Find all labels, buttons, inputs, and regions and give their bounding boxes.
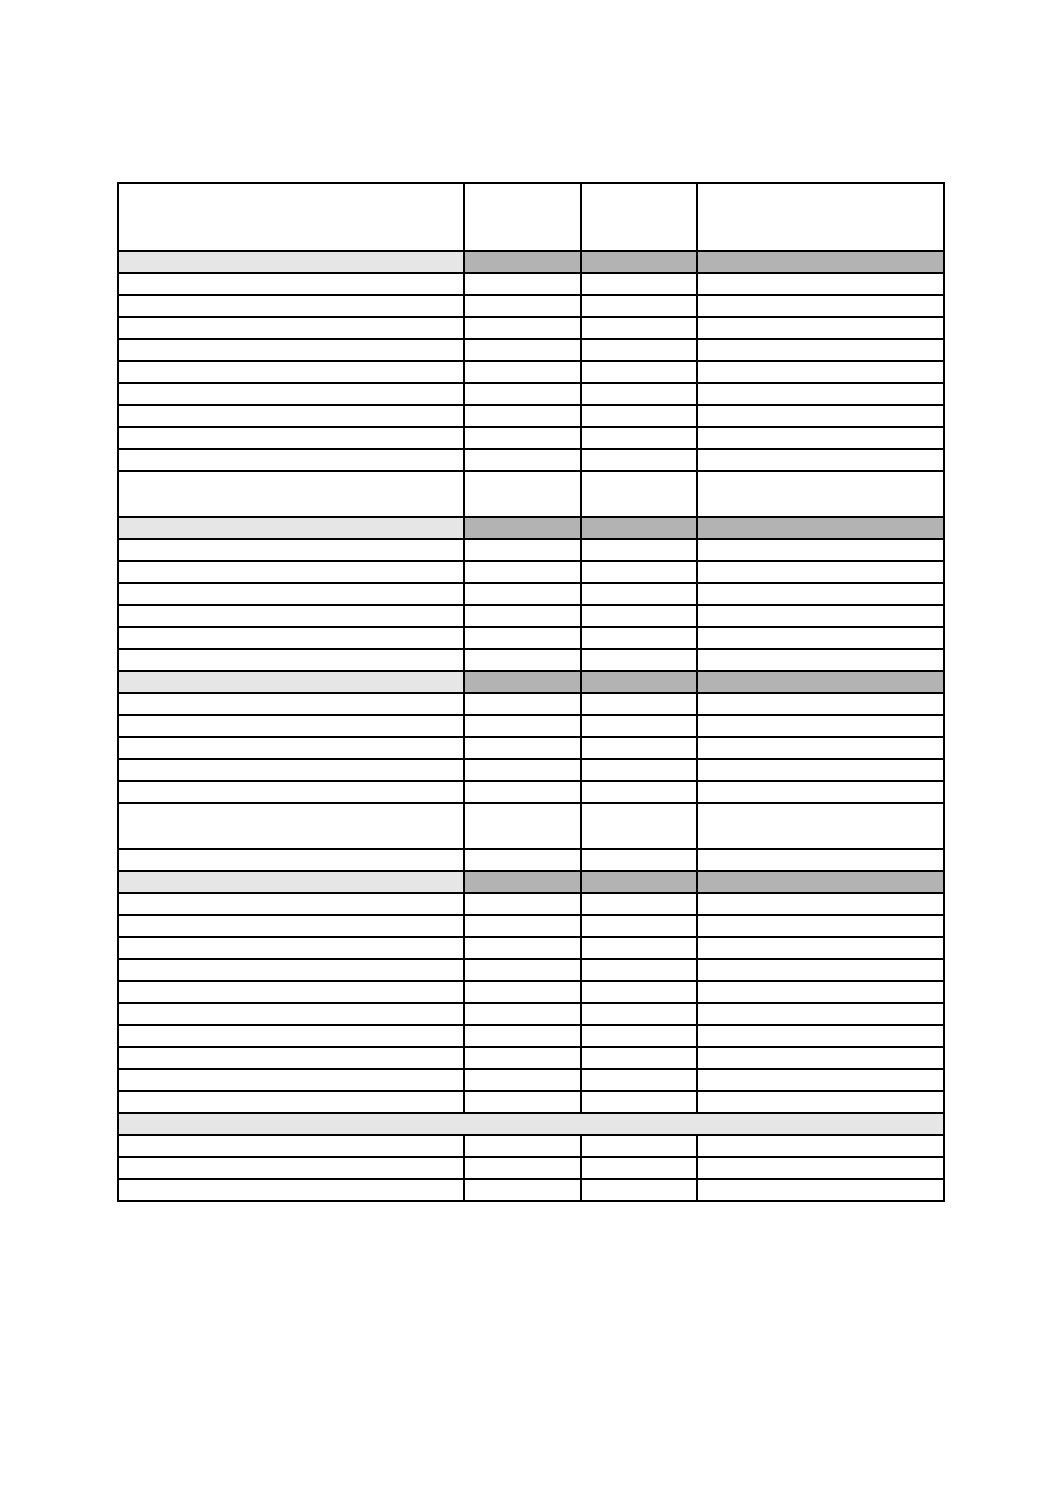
entry-cell[interactable] [581, 273, 697, 295]
section-shaded-cell [697, 251, 944, 273]
table-row [118, 893, 944, 915]
entry-cell[interactable] [581, 1179, 697, 1201]
entry-cell[interactable] [464, 803, 581, 849]
table-row [118, 273, 944, 295]
row-label [118, 383, 464, 405]
section-row [118, 671, 944, 693]
entry-cell[interactable] [581, 317, 697, 339]
table-row [118, 561, 944, 583]
entry-cell[interactable] [581, 427, 697, 449]
entry-cell[interactable] [581, 1135, 697, 1157]
entry-cell[interactable] [697, 849, 944, 871]
table-row [118, 539, 944, 561]
entry-cell[interactable] [464, 627, 581, 649]
entry-cell[interactable] [697, 1025, 944, 1047]
entry-cell[interactable] [697, 539, 944, 561]
entry-cell[interactable] [581, 449, 697, 471]
table-row [118, 849, 944, 871]
entry-cell[interactable] [464, 317, 581, 339]
section-shaded-cell [697, 517, 944, 539]
entry-cell[interactable] [697, 339, 944, 361]
section-shaded-cell [464, 251, 581, 273]
entry-cell[interactable] [581, 1025, 697, 1047]
entry-cell[interactable] [581, 361, 697, 383]
row-label [118, 1025, 464, 1047]
row-label [118, 1179, 464, 1201]
table-row [118, 1025, 944, 1047]
entry-cell[interactable] [464, 295, 581, 317]
entry-cell[interactable] [697, 273, 944, 295]
entry-cell[interactable] [697, 1157, 944, 1179]
table-row [118, 471, 944, 517]
entry-cell[interactable] [581, 915, 697, 937]
entry-cell[interactable] [464, 405, 581, 427]
table-row [118, 803, 944, 849]
section-row [118, 871, 944, 893]
entry-cell[interactable] [464, 339, 581, 361]
entry-cell[interactable] [697, 471, 944, 517]
header-row [118, 183, 944, 251]
form-body [118, 183, 944, 1201]
section-shaded-cell [581, 671, 697, 693]
row-label [118, 427, 464, 449]
entry-cell[interactable] [697, 361, 944, 383]
entry-cell[interactable] [697, 715, 944, 737]
row-label [118, 959, 464, 981]
row-label [118, 849, 464, 871]
entry-cell[interactable] [464, 539, 581, 561]
entry-cell[interactable] [697, 1179, 944, 1201]
row-label [118, 981, 464, 1003]
entry-cell[interactable] [464, 1179, 581, 1201]
entry-cell[interactable] [581, 893, 697, 915]
section-title [118, 671, 464, 693]
table-row [118, 693, 944, 715]
entry-cell[interactable] [581, 605, 697, 627]
entry-cell[interactable] [464, 937, 581, 959]
table-row [118, 1135, 944, 1157]
entry-cell[interactable] [464, 1091, 581, 1113]
row-label [118, 937, 464, 959]
entry-cell[interactable] [581, 693, 697, 715]
entry-cell[interactable] [697, 427, 944, 449]
table-row [118, 1047, 944, 1069]
entry-cell[interactable] [581, 405, 697, 427]
table-row [118, 649, 944, 671]
header-cell [118, 183, 464, 251]
entry-cell[interactable] [581, 561, 697, 583]
entry-cell[interactable] [581, 1091, 697, 1113]
section-title [118, 251, 464, 273]
entry-cell[interactable] [581, 781, 697, 803]
entry-cell[interactable] [697, 915, 944, 937]
entry-cell[interactable] [697, 405, 944, 427]
section-shaded-cell [464, 871, 581, 893]
entry-cell[interactable] [581, 649, 697, 671]
entry-cell[interactable] [581, 849, 697, 871]
row-label [118, 893, 464, 915]
table-row [118, 1179, 944, 1201]
table-row [118, 427, 944, 449]
section-shaded-cell [464, 671, 581, 693]
entry-cell[interactable] [464, 715, 581, 737]
entry-cell[interactable] [697, 803, 944, 849]
entry-cell[interactable] [464, 273, 581, 295]
entry-cell[interactable] [464, 449, 581, 471]
entry-cell[interactable] [697, 1135, 944, 1157]
entry-cell[interactable] [464, 649, 581, 671]
row-label [118, 759, 464, 781]
table-row [118, 317, 944, 339]
entry-cell[interactable] [697, 937, 944, 959]
entry-cell[interactable] [581, 1157, 697, 1179]
entry-cell[interactable] [464, 693, 581, 715]
entry-cell[interactable] [464, 1003, 581, 1025]
header-cell [697, 183, 944, 251]
entry-cell[interactable] [697, 693, 944, 715]
entry-cell[interactable] [464, 849, 581, 871]
row-label [118, 1091, 464, 1113]
entry-cell[interactable] [581, 715, 697, 737]
table-row [118, 759, 944, 781]
section-title [118, 517, 464, 539]
table-row [118, 981, 944, 1003]
table-row [118, 1091, 944, 1113]
entry-cell[interactable] [697, 449, 944, 471]
table-row [118, 1003, 944, 1025]
entry-cell[interactable] [464, 915, 581, 937]
header-cell [581, 183, 697, 251]
entry-cell[interactable] [697, 383, 944, 405]
row-label [118, 273, 464, 295]
table-row [118, 937, 944, 959]
table-row [118, 405, 944, 427]
row-label [118, 361, 464, 383]
row-label [118, 1003, 464, 1025]
section-title [118, 1113, 944, 1135]
row-label [118, 1135, 464, 1157]
entry-cell[interactable] [464, 361, 581, 383]
entry-cell[interactable] [464, 1025, 581, 1047]
section-shaded-cell [581, 517, 697, 539]
section-row [118, 251, 944, 273]
table-row [118, 781, 944, 803]
form-table [117, 182, 945, 1202]
table-row [118, 1157, 944, 1179]
row-label [118, 737, 464, 759]
row-label [118, 915, 464, 937]
table-row [118, 449, 944, 471]
entry-cell[interactable] [464, 1157, 581, 1179]
entry-cell[interactable] [581, 959, 697, 981]
entry-cell[interactable] [464, 759, 581, 781]
entry-cell[interactable] [464, 737, 581, 759]
row-label [118, 405, 464, 427]
row-label [118, 627, 464, 649]
entry-cell[interactable] [581, 383, 697, 405]
entry-cell[interactable] [581, 295, 697, 317]
section-shaded-cell [697, 871, 944, 893]
section-row [118, 1113, 944, 1135]
table-row [118, 715, 944, 737]
row-label [118, 1069, 464, 1091]
entry-cell[interactable] [464, 981, 581, 1003]
entry-cell[interactable] [697, 1003, 944, 1025]
table-row [118, 915, 944, 937]
row-label [118, 715, 464, 737]
entry-cell[interactable] [464, 959, 581, 981]
entry-cell[interactable] [697, 649, 944, 671]
table-row [118, 583, 944, 605]
section-title [118, 871, 464, 893]
entry-cell[interactable] [697, 737, 944, 759]
entry-cell[interactable] [697, 1047, 944, 1069]
entry-cell[interactable] [697, 959, 944, 981]
entry-cell[interactable] [581, 1003, 697, 1025]
section-shaded-cell [581, 871, 697, 893]
table-row [118, 1069, 944, 1091]
entry-cell[interactable] [697, 561, 944, 583]
entry-cell[interactable] [464, 1135, 581, 1157]
entry-cell[interactable] [464, 583, 581, 605]
table-row [118, 361, 944, 383]
row-label [118, 605, 464, 627]
entry-cell[interactable] [581, 1047, 697, 1069]
section-shaded-cell [581, 251, 697, 273]
entry-cell[interactable] [581, 937, 697, 959]
row-label [118, 449, 464, 471]
row-label [118, 317, 464, 339]
entry-cell[interactable] [697, 627, 944, 649]
row-label [118, 295, 464, 317]
row-label [118, 471, 464, 517]
entry-cell[interactable] [464, 1047, 581, 1069]
entry-cell[interactable] [464, 605, 581, 627]
row-label [118, 1157, 464, 1179]
entry-cell[interactable] [581, 471, 697, 517]
entry-cell[interactable] [581, 737, 697, 759]
entry-cell[interactable] [581, 1069, 697, 1091]
entry-cell[interactable] [697, 1091, 944, 1113]
entry-cell[interactable] [464, 561, 581, 583]
entry-cell[interactable] [697, 583, 944, 605]
entry-cell[interactable] [697, 1069, 944, 1091]
section-row [118, 517, 944, 539]
entry-cell[interactable] [581, 539, 697, 561]
entry-cell[interactable] [581, 627, 697, 649]
entry-cell[interactable] [697, 295, 944, 317]
entry-cell[interactable] [697, 781, 944, 803]
table-row [118, 383, 944, 405]
entry-cell[interactable] [464, 471, 581, 517]
row-label [118, 539, 464, 561]
entry-cell[interactable] [697, 759, 944, 781]
entry-cell[interactable] [581, 759, 697, 781]
entry-cell[interactable] [464, 893, 581, 915]
table-row [118, 339, 944, 361]
table-row [118, 959, 944, 981]
entry-cell[interactable] [464, 781, 581, 803]
entry-cell[interactable] [581, 339, 697, 361]
entry-cell[interactable] [697, 605, 944, 627]
row-label [118, 561, 464, 583]
entry-cell[interactable] [697, 981, 944, 1003]
row-label [118, 1047, 464, 1069]
entry-cell[interactable] [464, 383, 581, 405]
entry-cell[interactable] [697, 893, 944, 915]
entry-cell[interactable] [464, 1069, 581, 1091]
entry-cell[interactable] [581, 981, 697, 1003]
entry-cell[interactable] [464, 427, 581, 449]
row-label [118, 693, 464, 715]
row-label [118, 803, 464, 849]
row-label [118, 781, 464, 803]
section-shaded-cell [464, 517, 581, 539]
row-label [118, 339, 464, 361]
row-label [118, 649, 464, 671]
table-row [118, 605, 944, 627]
row-label [118, 583, 464, 605]
entry-cell[interactable] [581, 583, 697, 605]
table-row [118, 737, 944, 759]
table-row [118, 627, 944, 649]
section-shaded-cell [697, 671, 944, 693]
header-cell [464, 183, 581, 251]
entry-cell[interactable] [697, 317, 944, 339]
entry-cell[interactable] [581, 803, 697, 849]
table-row [118, 295, 944, 317]
